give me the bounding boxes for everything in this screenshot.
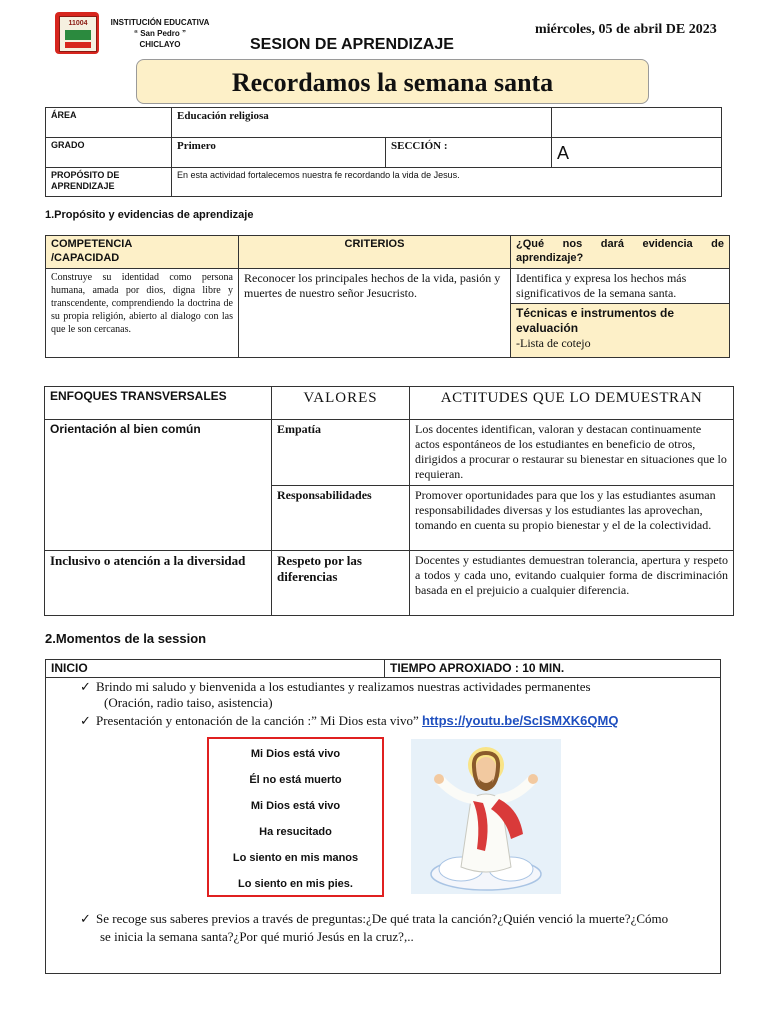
enfoques-table bbox=[44, 386, 734, 616]
criterio-text: Reconocer los principales hechos de la vida, pasión y muertes de nuestro señor Jesucristo. bbox=[239, 268, 511, 357]
institution-line-3: CHICLAYO bbox=[139, 40, 181, 49]
actitud-empatia: Los docentes identifican, valoran y destacan continuamente actos espontáneos de los estudiantes en beneficio de otros, dirigidos a procurar o restaurar su bienestar en situaciones que lo requieran. bbox=[410, 420, 734, 486]
school-logo-shield-icon bbox=[59, 16, 97, 52]
tecnicas-cell bbox=[511, 303, 730, 357]
enfoque-inclusivo: Inclusivo o atención a la diversidad bbox=[45, 551, 272, 616]
seccion-value: A bbox=[552, 138, 722, 168]
area-label: ÁREA bbox=[46, 108, 172, 138]
item-saberes-previos: ✓ Se recoge sus saberes previos a través de preguntas:¿De qué trata la canción?¿Quién venció la muerte?¿Cómo se inicia la semana santa?¿Por qué murió Jesús en la cruz?,.. bbox=[80, 911, 669, 944]
check-icon: ✓ bbox=[80, 679, 91, 694]
valor-respeto: Respeto por las diferencias bbox=[272, 551, 410, 616]
lyric-line: Lo siento en mis manos bbox=[232, 852, 359, 864]
session-date: miércoles, 05 de abril DE 2023 bbox=[535, 22, 717, 37]
competencia-text: Construye su identidad como persona humana, amada por dios, digna libre y transcendente, comprendiendo la doctrina de su propia religión, abierto al dialogo con las que le son cercanas. bbox=[46, 268, 239, 357]
valor-empatia: Empatía bbox=[272, 420, 410, 486]
actitud-responsabilidades: Promover oportunidades para que los y las estudiantes asuman responsabilidades diversas y los estudiantes las aprovechan, tomando en cuenta su propio bienestar y el de la colectividad. bbox=[410, 486, 734, 551]
session-label: SESION DE APRENDIZAJE bbox=[250, 36, 454, 53]
lyric-line: Mi Dios está vivo bbox=[250, 800, 341, 812]
item-cancion: ✓ Presentación y entonación de la canción :” Mi Dios esta vivo” https://youtu.be/ScISMXK6QMQ bbox=[80, 713, 619, 728]
competencias-table bbox=[45, 235, 730, 358]
evidencia-text: Identifica y expresa los hechos más significativos de la semana santa. bbox=[511, 268, 730, 303]
logo-text: 11004 bbox=[68, 20, 88, 27]
lyric-line: Él no está muerto bbox=[249, 774, 342, 786]
proposito-label: PROPÓSITO DE APRENDIZAJE bbox=[46, 167, 172, 196]
lyric-line: Mi Dios está vivo bbox=[250, 748, 341, 760]
evidencia-header: ¿Qué nos dará evidencia de aprendizaje? bbox=[511, 236, 730, 269]
song-link[interactable]: https://youtu.be/ScISMXK6QMQ bbox=[421, 713, 619, 728]
area-value: Educación religiosa bbox=[172, 108, 552, 138]
jesus-icon bbox=[411, 739, 561, 894]
check-icon: ✓ bbox=[80, 911, 91, 926]
jesus-illustration bbox=[411, 739, 561, 894]
grado-value: Primero bbox=[172, 138, 386, 168]
seccion-label: SECCIÓN : bbox=[386, 138, 552, 168]
enfoque-bien-comun: Orientación al bien común bbox=[45, 420, 272, 551]
criterios-header: CRITERIOS bbox=[239, 236, 511, 269]
valores-header: VALORES bbox=[272, 387, 410, 420]
page-title: Recordamos la semana santa bbox=[136, 59, 649, 104]
section1-heading: 1.Propósito y evidencias de aprendizaje bbox=[45, 209, 254, 221]
proposito-value: En esta actividad fortalecemos nuestra fe recordando la vida de Jesus. bbox=[172, 167, 722, 196]
valor-responsabilidades: Responsabilidades bbox=[272, 486, 410, 551]
tecnicas-header: Técnicas e instrumentos de evaluación bbox=[516, 305, 675, 335]
check-icon: ✓ bbox=[80, 713, 91, 728]
info-table bbox=[45, 107, 722, 197]
institution-line-2: “ San Pedro ” bbox=[133, 29, 186, 38]
competencia-header: COMPETENCIA /CAPACIDAD bbox=[46, 236, 239, 269]
tiempo-label: TIEMPO APROXIADO : 10 MIN. bbox=[385, 660, 721, 678]
institution-name bbox=[110, 17, 210, 50]
item-saludo: ✓ Brindo mi saludo y bienvenida a los estudiantes y realizamos nuestras actividades permanentes (Oración, radio taiso, asistencia) bbox=[80, 679, 591, 710]
lyric-line: Lo siento en mis pies. bbox=[238, 878, 353, 890]
actitudes-header: ACTITUDES QUE LO DEMUESTRAN bbox=[410, 387, 734, 420]
enfoques-header: ENFOQUES TRANSVERSALES bbox=[45, 387, 272, 420]
tecnicas-value: -Lista de cotejo bbox=[516, 335, 591, 350]
grado-label: GRADO bbox=[46, 138, 172, 168]
institution-line-1: INSTITUCIÓN EDUCATIVA bbox=[110, 18, 210, 27]
lyric-line: Ha resucitado bbox=[259, 826, 332, 838]
actitud-respeto: Docentes y estudiantes demuestran tolerancia, apertura y respeto a todos y cada uno, evitando cualquier forma de discriminación basada en el prejuicio a cualquier diferencia. bbox=[410, 551, 734, 616]
inicio-label: INICIO bbox=[46, 660, 385, 678]
lyrics-box bbox=[207, 737, 384, 897]
section2-heading: 2.Momentos de la session bbox=[45, 631, 207, 646]
